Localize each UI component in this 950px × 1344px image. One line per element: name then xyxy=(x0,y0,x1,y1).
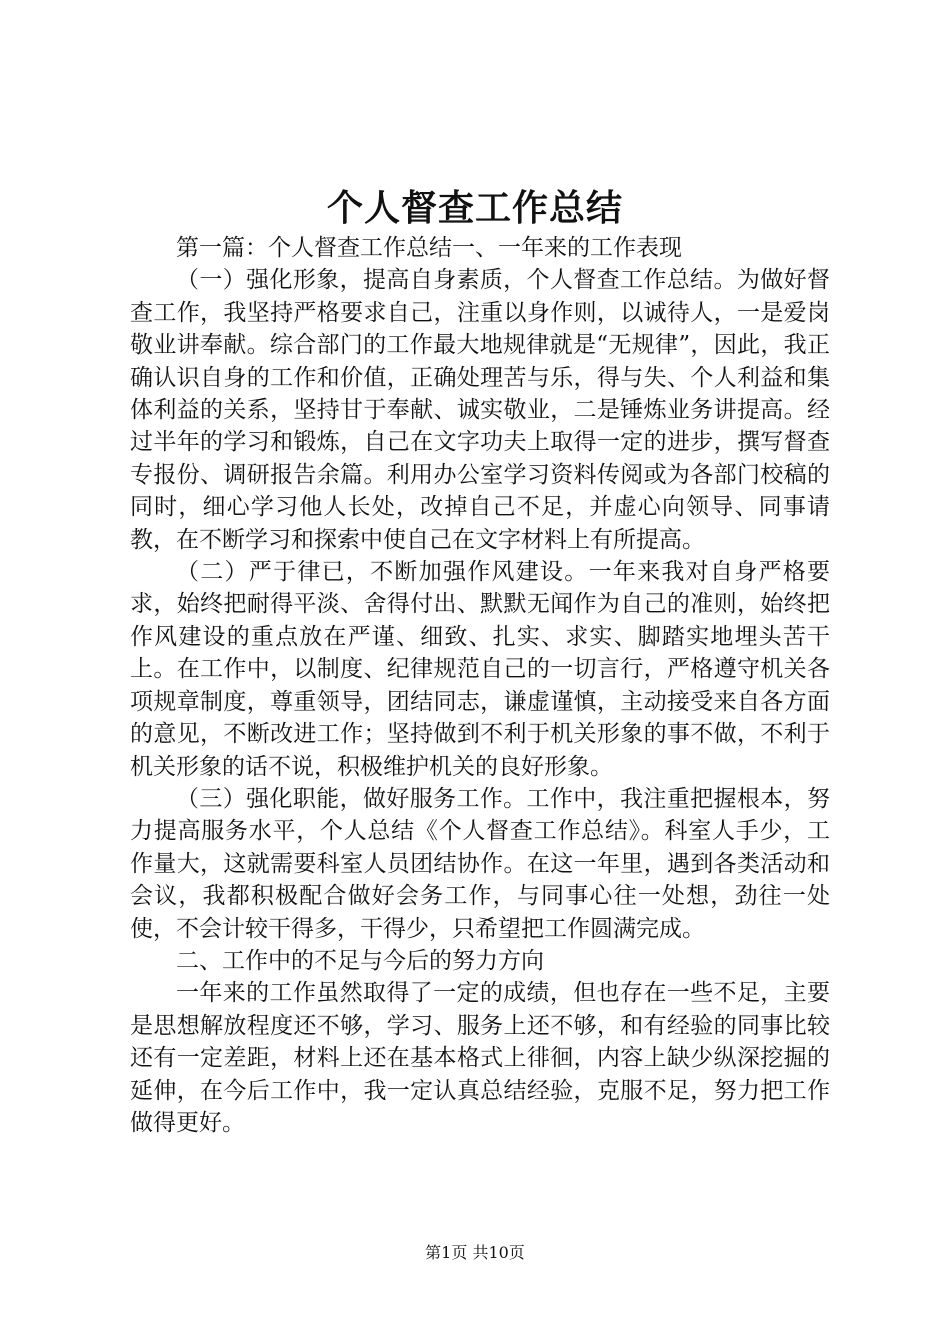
page-number-footer: 第1页 共10页 xyxy=(425,1243,525,1262)
paragraph: 一年来的工作虽然取得了一定的成绩，但也存在一些不足，主要是思想解放程度还不够，学习、服务上还不够，和有经验的同事比较还有一定差距，材料上还在基本格式上徘徊，内容上缺少纵深挖掘的延伸，在今后工作中，我一定认真总结经验，克服不足，努力把工作做得更好。 xyxy=(130,980,830,1136)
document-title: 个人督查工作总结 xyxy=(326,187,623,229)
section-heading: 第一篇：个人督查工作总结一、一年来的工作表现 xyxy=(176,235,682,261)
paragraph: （二）严于律已，不断加强作风建设。一年来我对自身严格要求，始终把耐得平淡、舍得付出、默默无闻作为自己的准则，始终把作风建设的重点放在严谨、细致、扎实、求实、脚踏实地埋头苦干上。在工作中，以制度、纪律规范自己的一切言行，严格遵守机关各项规章制度，尊重领导，团结同志，谦虚谨慎，主动接受来自各方面的意见，不断改进工作；坚持做到不利于机关形象的事不做，不利于机关形象的话不说，积极维护机关的良好形象。 xyxy=(130,559,830,780)
document-body xyxy=(130,232,830,1139)
section-heading: 二、工作中的不足与今后的努力方向 xyxy=(176,947,544,974)
paragraph: （一）强化形象，提高自身素质，个人督查工作总结。为做好督查工作，我坚持严格要求自己，注重以身作则，以诚待人，一是爱岗敬业讲奉献。综合部门的工作最大地规律就是“无规律”，因此，我正确认识自身的工作和价值，正确处理苦与乐，得与失、个人利益和集体利益的关系，坚持甘于奉献、诚实敬业，二是锤炼业务讲提高。经过半年的学习和锻炼，自己在文字功夫上取得一定的进步，撰写督查专报份、调研报告余篇。利用办公室学习资料传阅或为各部门校稿的同时，细心学习他人长处，改掉自己不足，并虚心向领导、同事请教，在不断学习和探索中使自己在文字材料上有所提高。 xyxy=(130,267,830,553)
paragraph: （三）强化职能，做好服务工作。工作中，我注重把握根本，努力提高服务水平，个人总结《个人督查工作总结》。科室人手少，工作量大，这就需要科室人员团结协作。在这一年里，遇到各类活动和会议，我都积极配合做好会务工作，与同事心往一处想，劲往一处使，不会计较干得多，干得少，只希望把工作圆满完成。 xyxy=(130,785,830,942)
